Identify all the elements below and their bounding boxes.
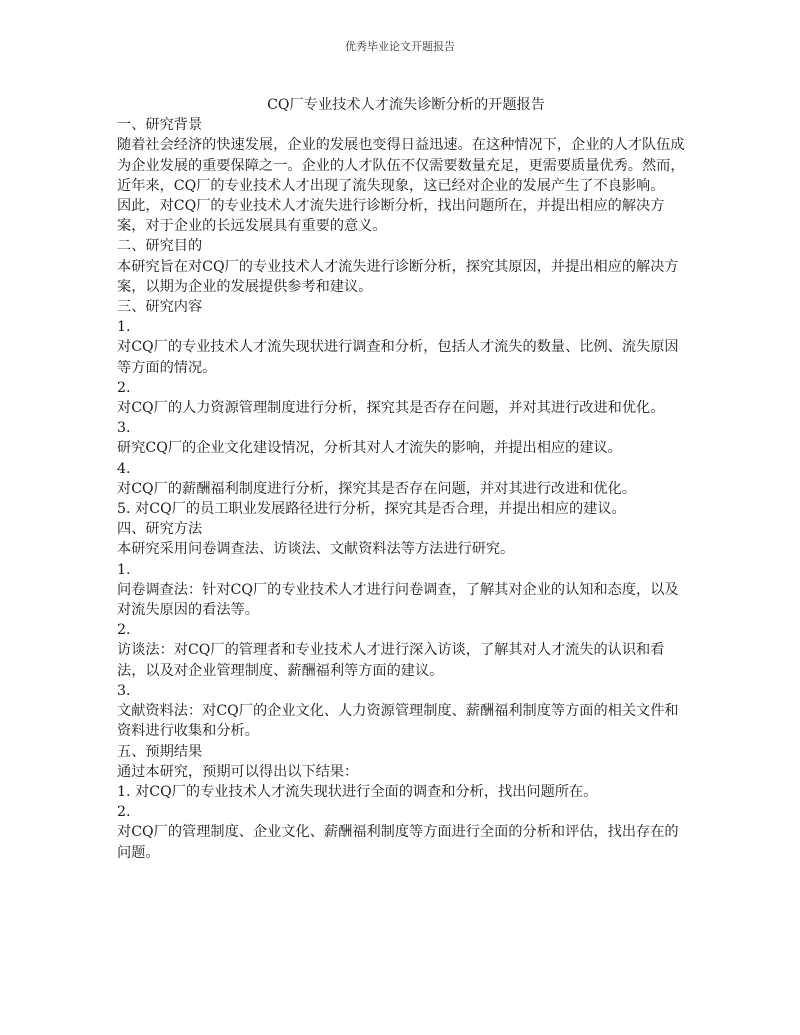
list-number: 4. (117, 460, 131, 477)
list-number: 1. (117, 561, 131, 578)
list-item: 对CQ厂的薪酬福利制度进行分析，探究其是否存在问题，并对其进行改进和优化。 (117, 480, 637, 497)
list-number: 3. (117, 682, 131, 699)
list-item: 问卷调查法：针对CQ厂的专业技术人才进行问卷调查，了解其对企业的认知和态度，以及对流失原因的看法等。 (117, 581, 679, 619)
list-number: 1. (117, 319, 131, 336)
document-title: CQ厂专业技术人才流失诊断分析的开题报告 (267, 97, 545, 113)
list-number: 2. (117, 379, 131, 396)
section-heading: 一、研究背景 (117, 117, 203, 134)
paragraph: 因此，对CQ厂的专业技术人才流失进行诊断分析，找出问题所在，并提出相应的解决方案，对于企业的长远发展具有重要的意义。 (117, 198, 665, 235)
list-item: 5. 对CQ厂的员工职业发展路径进行分析，探究其是否合理，并提出相应的建议。 (117, 501, 626, 518)
list-item: 研究CQ厂的企业文化建设情况，分析其对人才流失的影响，并提出相应的建议。 (117, 440, 622, 457)
document-body (117, 95, 689, 863)
list-number: 3. (117, 420, 131, 437)
paragraph: 本研究旨在对CQ厂的专业技术人才流失进行诊断分析，探究其原因，并提出相应的解决方案，以期为企业的发展提供参考和建议。 (117, 258, 679, 295)
list-number: 2. (117, 622, 131, 639)
paragraph: 通过本研究，预期可以得出以下结果： (117, 763, 359, 780)
section-heading: 三、研究内容 (117, 299, 203, 316)
paragraph: 本研究采用问卷调查法、访谈法、文献资料法等方法进行研究。 (117, 541, 515, 558)
list-item: 对CQ厂的人力资源管理制度进行分析，探究其是否存在问题，并对其进行改进和优化。 (117, 400, 665, 417)
section-heading: 四、研究方法 (117, 521, 203, 538)
list-item: 对CQ厂的专业技术人才流失现状进行调查和分析，包括人才流失的数量、比例、流失原因等方面的情况。 (117, 339, 679, 376)
list-item: 1. 对CQ厂的专业技术人才流失现状进行全面的调查和分析，找出问题所在。 (117, 783, 598, 800)
section-heading: 五、预期结果 (117, 743, 203, 760)
list-item: 文献资料法：对CQ厂的企业文化、人力资源管理制度、薪酬福利制度等方面的相关文件和资料进行收集和分析。 (117, 703, 679, 740)
page-header: 优秀毕业论文开题报告 (345, 40, 455, 53)
list-number: 2. (117, 804, 131, 821)
paragraph: 随着社会经济的快速发展，企业的发展也变得日益迅速。在这种情况下，企业的人才队伍成为企业发展的重要保障之一。企业的人才队伍不仅需要数量充足，更需要质量优秀。然而，近年来，CQ厂的专业技术人才出现了流失现象，这已经对企业的发展产生了不良影响。 (117, 137, 685, 194)
section-heading: 二、研究目的 (117, 238, 203, 255)
list-item: 对CQ厂的管理制度、企业文化、薪酬福利制度等方面进行全面的分析和评估，找出存在的问题。 (117, 824, 679, 861)
list-item: 访谈法：对CQ厂的管理者和专业技术人才进行深入访谈，了解其对人才流失的认识和看法，以及对企业管理制度、薪酬福利等方面的建议。 (117, 642, 665, 679)
